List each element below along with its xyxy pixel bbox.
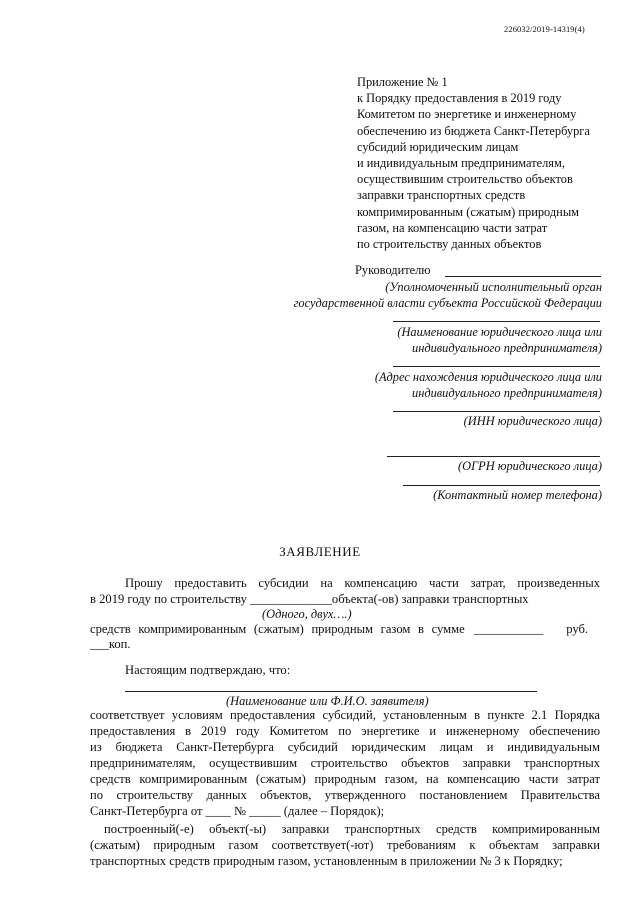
head-name-line[interactable] xyxy=(445,276,601,277)
request-line-3-prefix: средств компримированным (сжатым) природным газом в сумме xyxy=(90,622,465,636)
para2-line: построенный(-е) объект(-ы) заправки транспортных средств компримированным xyxy=(104,822,600,836)
appendix-line: Приложение № 1 xyxy=(357,75,448,89)
object-count-blank[interactable]: _____________ xyxy=(250,592,332,606)
appendix-line: Комитетом по энергетике и инженерному xyxy=(357,107,577,122)
inn-line[interactable] xyxy=(393,411,600,412)
ogrn-caption: (ОГРН юридического лица) xyxy=(458,459,602,473)
para1-line: по строительству данных объектов, утвержденного постановлением Правительства xyxy=(90,788,600,802)
request-line-2 xyxy=(90,592,529,607)
request-line-1: Прошу предоставить субсидии на компенсацию части затрат, произведенных xyxy=(125,576,600,590)
appendix-line: обеспечению из бюджета Санкт-Петербурга xyxy=(357,123,590,138)
request-line-2-suffix: объекта(-ов) заправки транспортных xyxy=(331,592,529,606)
para1-line: предоставления в 2019 году Комитетом по энергетике и инженерному обеспечению xyxy=(90,724,600,738)
request-line-2-prefix: в 2019 году по строительству xyxy=(90,592,247,606)
para2-line: (сжатым) природным газом соответствует(-ют) требованиям к объектам заправки xyxy=(90,838,600,852)
amount-kop[interactable]: ___коп. xyxy=(90,637,131,651)
para2-line: транспортных средств природным газом, установленным в приложении № 3 к Порядку; xyxy=(90,854,563,868)
para1-line: предпринимателям, осуществившим строительство объектов заправки транспортных xyxy=(90,756,600,770)
request-line-3 xyxy=(90,622,588,637)
para1-last-line: Санкт-Петербурга от ____ № _____ (далее – Порядок); xyxy=(90,804,385,818)
para1-line: соответствует условиям предоставления субсидий, установленным в пункте 2.1 Порядка xyxy=(90,708,600,722)
para1-line: средств компримированным (сжатым) природным газом, на компенсацию части затрат xyxy=(90,772,600,786)
appendix-line: заправки транспортных средств xyxy=(357,188,526,203)
org-name-caption-1: (Наименование юридического лица или xyxy=(397,325,602,339)
address-caption-1: (Адрес нахождения юридического лица или xyxy=(374,370,602,384)
ogrn-line[interactable] xyxy=(387,456,600,457)
appendix-line: по строительству данных объектов xyxy=(357,237,542,252)
amount-rub-blank[interactable]: ___________ xyxy=(473,622,544,636)
para1-line: из бюджета Санкт-Петербурга субсидий юридическим лицам и индивидуальным xyxy=(90,740,600,754)
document-id: 226032/2019-14319(4) xyxy=(504,24,585,34)
appendix-line: компримированным (сжатым) природным xyxy=(357,204,579,219)
address-line[interactable] xyxy=(393,366,600,367)
phone-line[interactable] xyxy=(403,485,600,486)
document-title: ЗАЯВЛЕНИЕ xyxy=(279,544,361,559)
phone-caption: (Контактный номер телефона) xyxy=(433,488,602,502)
org-name-line[interactable] xyxy=(393,321,600,322)
appendix-line: к Порядку предоставления в 2019 году xyxy=(357,91,562,106)
address-caption-2: индивидуального предпринимателя) xyxy=(412,386,602,400)
rub-label: руб. xyxy=(566,622,589,636)
appendix-line: газом, на компенсацию части затрат xyxy=(357,220,548,235)
applicant-caption: (Наименование или Ф.И.О. заявителя) xyxy=(226,694,429,708)
confirm-intro: Настоящим подтверждаю, что: xyxy=(125,663,291,677)
inn-caption: (ИНН юридического лица) xyxy=(463,414,602,428)
appendix-line: и индивидуальным предпринимателям, xyxy=(357,156,565,171)
head-label: Руководителю xyxy=(355,263,431,277)
object-count-caption: (Одного, двух….) xyxy=(262,607,352,621)
authority-caption-2: государственной власти субъекта Российской Федерации xyxy=(293,296,602,310)
applicant-name-line[interactable] xyxy=(125,691,537,692)
org-name-caption-2: индивидуального предпринимателя) xyxy=(412,341,602,355)
appendix-line: субсидий юридическим лицам xyxy=(357,139,519,154)
authority-caption-1: (Уполномоченный исполнительный орган xyxy=(385,280,602,294)
appendix-header xyxy=(357,74,590,252)
appendix-line: осуществившим строительство объектов xyxy=(357,172,573,187)
